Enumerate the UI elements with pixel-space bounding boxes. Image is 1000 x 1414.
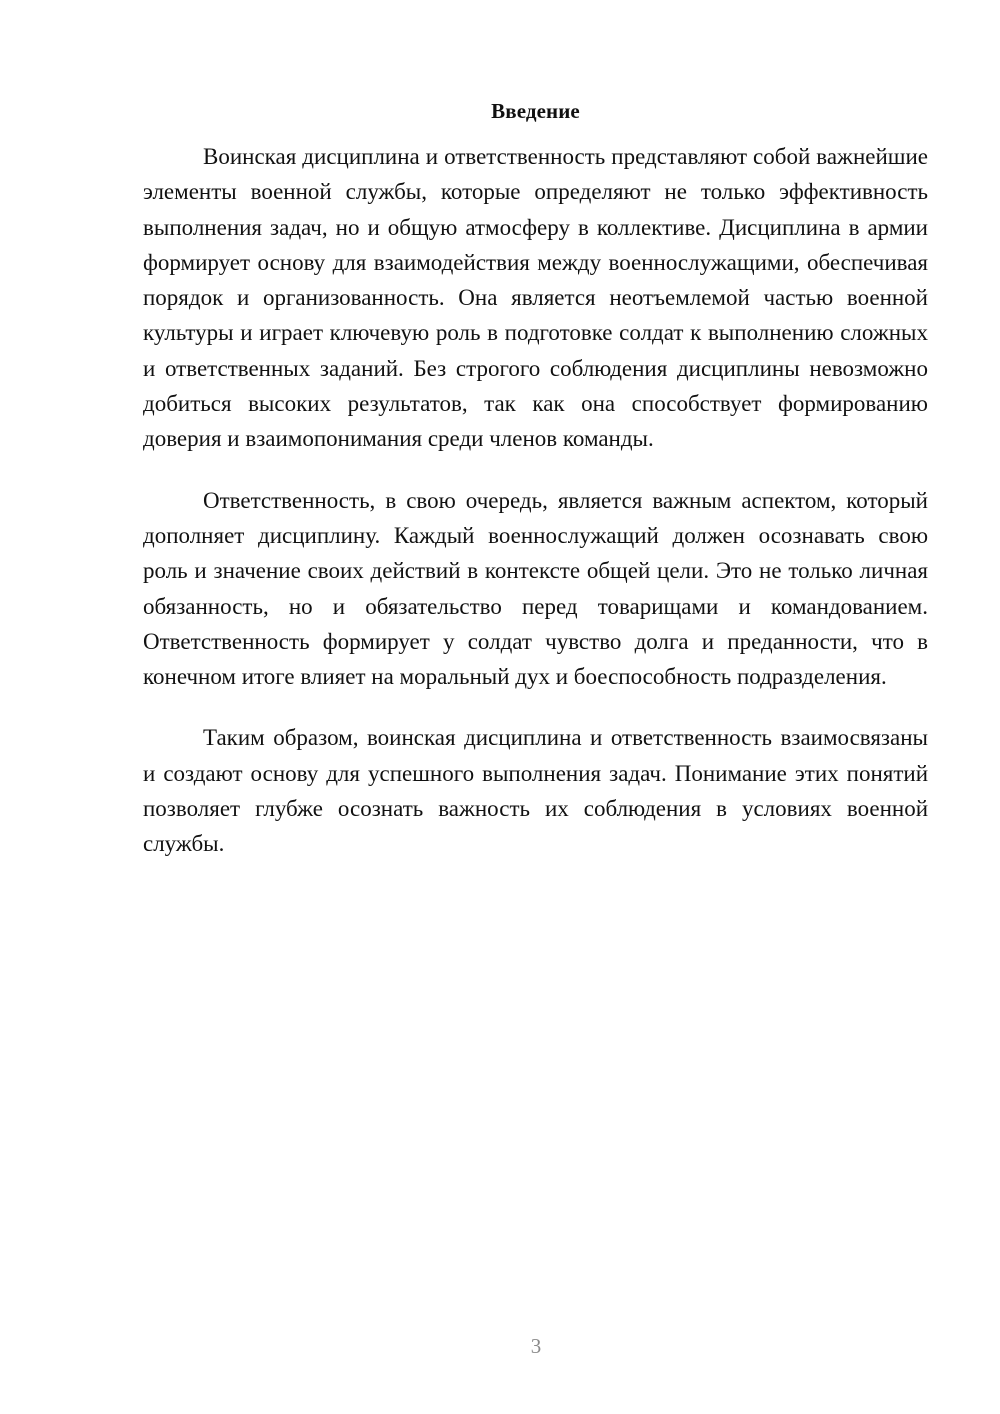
document-body bbox=[143, 96, 928, 888]
paragraph-3: Таким образом, воинская дисциплина и ответственность взаимосвязаны и создают основу для успешного выполнения задач. Понимание этих понятий позволяет глубже осознать важность их соблюдения в условиях военной службы. bbox=[143, 725, 928, 857]
paragraph-1: Воинская дисциплина и ответственность представляют собой важнейшие элементы военной службы, которые определяют не только эффективность выполнения задач, но и общую атмосферу в коллективе. Дисциплина в армии формирует основу для взаимодействия между военнослужащими, обеспечивая порядок и организованность. Она является неотъемлемой частью военной культуры и играет ключевую роль в подготовке солдат к выполнению сложных и ответственных заданий. Без строгого соблюдения дисциплины невозможно добиться высоких результатов, так как она способствует формированию доверия и взаимопонимания среди членов команды. bbox=[143, 144, 928, 452]
section-title: Введение bbox=[491, 99, 580, 123]
paragraph-2: Ответственность, в свою очередь, является важным аспектом, который дополняет дисциплину. Каждый военнослужащий должен осознавать свою роль и значение своих действий в контексте общей цели. Это не только личная обязанность, но и обязательство перед товарищами и командованием. Ответственность формирует у солдат чувство долга и преданности, что в конечном итоге влияет на моральный дух и боеспособность подразделения. bbox=[143, 487, 928, 690]
page-number: 3 bbox=[530, 1334, 542, 1358]
